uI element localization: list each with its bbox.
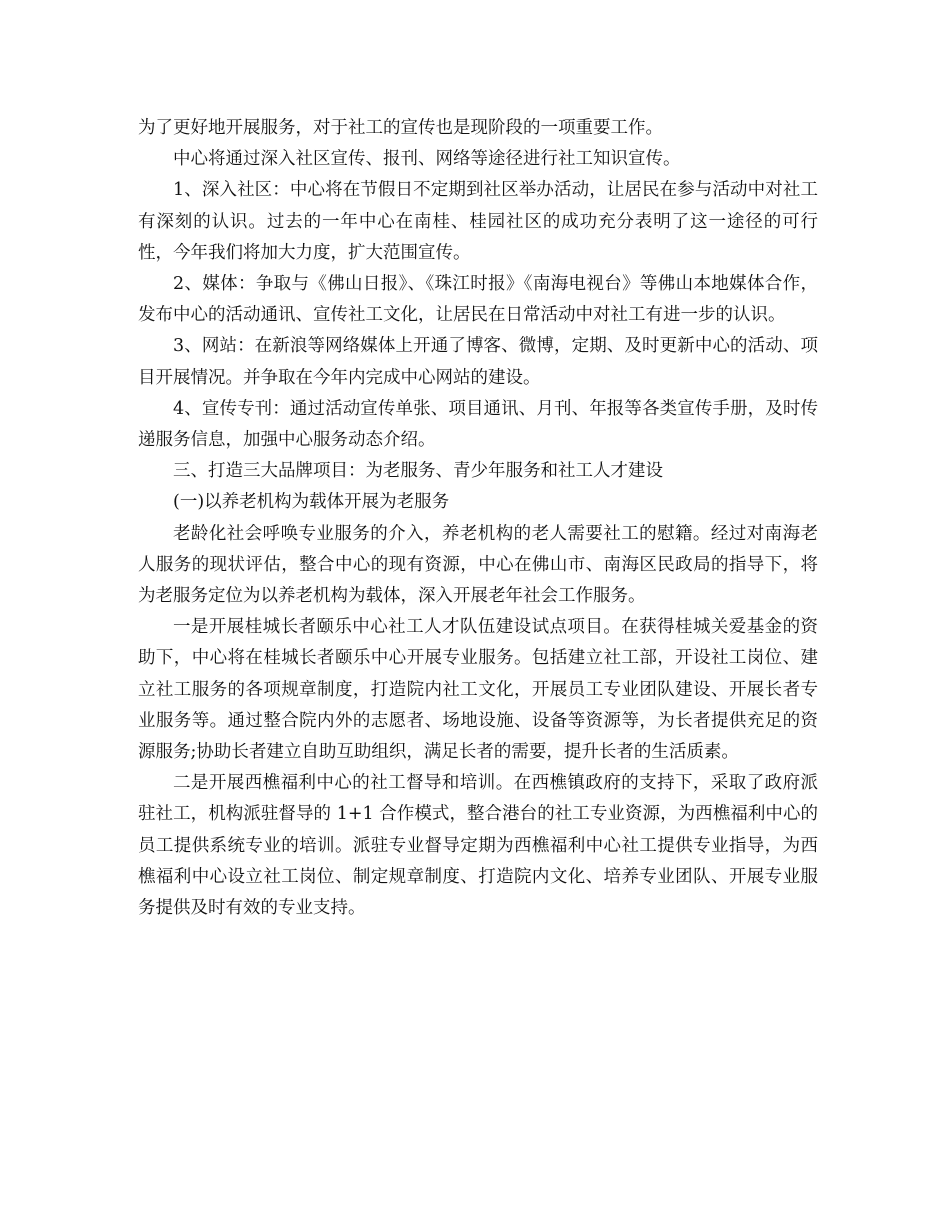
- paragraph-guicheng: 一是开展桂城长者颐乐中心社工人才队伍建设试点项目。在获得桂城关爱基金的资助下，中心将在桂城长者颐乐中心开展专业服务。包括建立社工部，开设社工岗位、建立社工服务的各项规章制度，打造院内社工文化，开展员工专业团队建设、开展长者专业服务等。通过整合院内外的志愿者、场地设施、设备等资源等，为长者提供充足的资源服务;协助长者建立自助互助组织，满足长者的需要，提升长者的生活质素。: [138, 617, 818, 763]
- section-heading: 三、打造三大品牌项目：为老服务、青少年服务和社工人才建设: [173, 461, 663, 482]
- paragraph-approach: 中心将通过深入社区宣传、报刊、网络等途径进行社工知识宣传。: [173, 149, 681, 170]
- paragraph-website: 3、网站：在新浪等网络媒体上开通了博客、微博，定期、及时更新中心的活动、项目开展情况。并争取在今年内完成中心网站的建设。: [138, 336, 818, 388]
- subsection-heading: (一)以养老机构为载体开展为老服务: [173, 492, 450, 513]
- document-page: [138, 113, 818, 924]
- paragraph-publications: 4、宣传专刊：通过活动宣传单张、项目通讯、月刊、年报等各类宣传手册，及时传递服务信息，加强中心服务动态介绍。: [138, 398, 818, 451]
- paragraph-media: 2、媒体：争取与《佛山日报》、《珠江时报》《南海电视台》等佛山本地媒体合作，发布中心的活动通讯、宣传社工文化，让居民在日常活动中对社工有进一步的认识。: [138, 274, 818, 326]
- paragraph-intro: 为了更好地开展服务，对于社工的宣传也是现阶段的一项重要工作。: [138, 118, 663, 138]
- paragraph-xiqiao: 二是开展西樵福利中心的社工督导和培训。在西樵镇政府的支持下，采取了政府派驻社工，机构派驻督导的 1+1 合作模式，整合港台的社工专业资源，为西樵福利中心的员工提供系统专业的培训。派驻专业督导定期为西樵福利中心社工提供专业指导，为西樵福利中心设立社工岗位、制定规章制度、打造院内文化、培养专业团队、开展专业服务提供及时有效的专业支持。: [138, 773, 818, 919]
- paragraph-community: 1、深入社区：中心将在节假日不定期到社区举办活动，让居民在参与活动中对社工有深刻的认识。过去的一年中心在南桂、桂园社区的成功充分表明了这一途径的可行性，今年我们将加大力度，扩大范围宣传。: [138, 180, 818, 263]
- paragraph-aging: 老龄化社会呼唤专业服务的介入，养老机构的老人需要社工的慰籍。经过对南海老人服务的现状评估，整合中心的现有资源，中心在佛山市、南海区民政局的指导下，将为老服务定位为以养老机构为载体，深入开展老年社会工作服务。: [138, 523, 818, 607]
